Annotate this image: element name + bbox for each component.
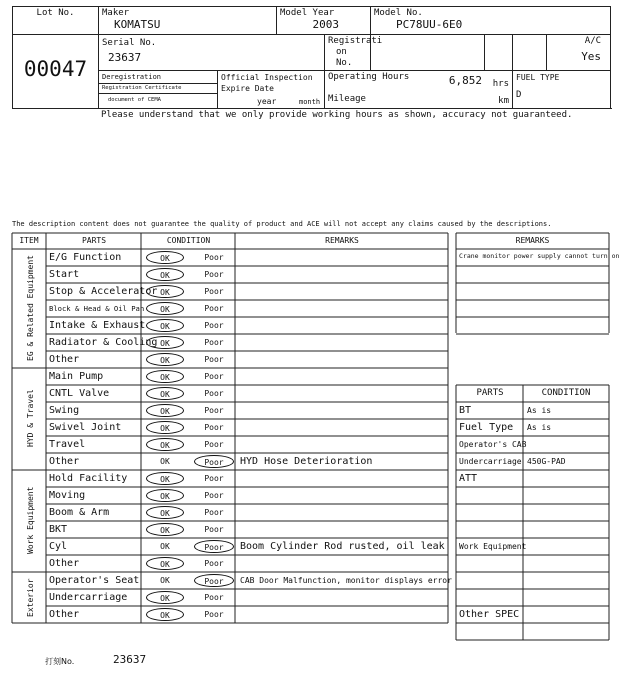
right-part-name: ATT	[459, 473, 478, 484]
right-part-condition: As is	[527, 423, 552, 432]
ok-selected[interactable]: OK	[146, 285, 184, 298]
model-year-value: 2003	[312, 18, 340, 31]
maker-value: KOMATSU	[114, 18, 161, 31]
operating-hours-value: 6,852	[448, 74, 483, 87]
hrs-unit: hrs	[492, 79, 510, 89]
model-no-label: Model No.	[374, 8, 423, 18]
part-name: Intake & Exhaust	[49, 320, 146, 331]
right-part-condition: As is	[527, 406, 552, 415]
condition-header: CONDITION	[166, 236, 211, 245]
lot-no-value: 00047	[23, 56, 88, 81]
right-part-name: Undercarriage	[459, 457, 522, 466]
poor-option[interactable]: Poor	[204, 355, 224, 364]
ok-selected[interactable]: OK	[146, 472, 184, 485]
poor-option[interactable]: Poor	[204, 610, 224, 619]
right-part-condition: 450G-PAD	[527, 457, 566, 466]
poor-selected[interactable]: Poor	[194, 540, 234, 553]
registration-label-2: on No.	[336, 47, 353, 68]
poor-option[interactable]: Poor	[204, 321, 224, 330]
right-remarks-header: REMARKS	[515, 236, 550, 245]
month-label: month	[299, 98, 321, 106]
poor-option[interactable]: Poor	[204, 525, 224, 534]
part-name: Cyl	[49, 541, 68, 552]
ok-selected[interactable]: OK	[146, 591, 184, 604]
operating-hours-label: Operating Hours	[328, 72, 410, 82]
group-label-exterior: Exterior	[26, 578, 35, 617]
ok-selected[interactable]: OK	[146, 523, 184, 536]
part-name: Start	[49, 269, 80, 280]
poor-selected[interactable]: Poor	[194, 455, 234, 468]
poor-selected[interactable]: Poor	[194, 574, 234, 587]
right-part-name: Work Equipment	[459, 542, 527, 551]
ok-selected[interactable]: OK	[146, 251, 184, 264]
part-name: Operator's Seat	[49, 575, 140, 586]
mileage-label: Mileage	[328, 94, 366, 104]
ok-selected[interactable]: OK	[146, 489, 184, 502]
poor-option[interactable]: Poor	[204, 253, 224, 262]
part-name: Block & Head & Oil Pan	[49, 304, 145, 313]
right-part-name: Operator's CAB	[459, 440, 527, 449]
right-part-name: BT	[459, 405, 472, 416]
cema-label: document of CEMA	[108, 97, 161, 103]
ok-selected[interactable]: OK	[146, 421, 184, 434]
poor-option[interactable]: Poor	[204, 593, 224, 602]
remarks-header: REMARKS	[325, 236, 359, 245]
engraving-no: 23637	[113, 653, 147, 666]
ok-selected[interactable]: OK	[146, 608, 184, 621]
notice-description: The description content does not guarantee the quality of product and ACE will not accept any claims caused by the descriptions.	[12, 220, 552, 228]
fuel-type-label: FUEL TYPE	[516, 73, 560, 82]
ok-selected[interactable]: OK	[146, 268, 184, 281]
group-label-hyd: HYD & Travel	[26, 389, 35, 448]
poor-option[interactable]: Poor	[204, 491, 224, 500]
ok-selected[interactable]: OK	[146, 302, 184, 315]
ok-selected[interactable]: OK	[146, 319, 184, 332]
part-name: Radiator & Cooling	[49, 337, 158, 348]
model-no-value: PC78UU-6E0	[396, 18, 463, 31]
ok-selected[interactable]: OK	[146, 438, 184, 451]
registration-label-1: Registrati	[328, 36, 383, 46]
part-name: Undercarriage	[49, 592, 128, 603]
serial-no-value: 23637	[108, 51, 142, 64]
poor-option[interactable]: Poor	[204, 304, 224, 313]
registration-certificate-label: Registration Certificate	[99, 84, 217, 94]
poor-option[interactable]: Poor	[204, 406, 224, 415]
ok-option[interactable]: OK	[160, 576, 170, 585]
poor-option[interactable]: Poor	[204, 338, 224, 347]
ok-selected[interactable]: OK	[146, 387, 184, 400]
part-name: Other	[49, 609, 80, 620]
serial-no-label: Serial No.	[102, 38, 157, 48]
ok-selected[interactable]: OK	[146, 404, 184, 417]
poor-option[interactable]: Poor	[204, 389, 224, 398]
right-condition-header: CONDITION	[541, 388, 591, 398]
ok-selected[interactable]: OK	[146, 506, 184, 519]
lot-no-label: Lot No.	[36, 8, 75, 18]
official-inspection-label-1: Official Inspection	[221, 73, 313, 82]
part-name: Hold Facility	[49, 473, 128, 484]
deregistration-label: Deregistration	[99, 71, 217, 84]
fuel-type-value: D	[516, 90, 522, 100]
item-header: ITEM	[19, 236, 39, 245]
engraving-label: 打刻No.	[45, 657, 75, 666]
part-name: BKT	[49, 524, 68, 535]
notice-working-hours: Please understand that we only provide working hours as shown, accuracy not guaranteed.	[101, 110, 573, 120]
part-name: Swivel Joint	[49, 422, 122, 433]
poor-option[interactable]: Poor	[204, 270, 224, 279]
group-label-work: Work Equipment	[26, 486, 35, 555]
row-remark: HYD Hose Deterioration	[240, 456, 373, 467]
ok-option[interactable]: OK	[160, 542, 170, 551]
row-remark: CAB Door Malfunction, monitor displays error	[240, 576, 452, 585]
ok-selected[interactable]: OK	[146, 353, 184, 366]
poor-option[interactable]: Poor	[204, 440, 224, 449]
model-year-label: Model Year	[280, 8, 335, 18]
poor-option[interactable]: Poor	[204, 508, 224, 517]
part-name: E/G Function	[49, 252, 122, 263]
part-name: CNTL Valve	[49, 388, 110, 399]
poor-option[interactable]: Poor	[204, 372, 224, 381]
ac-value: Yes	[581, 50, 602, 63]
poor-option[interactable]: Poor	[204, 474, 224, 483]
poor-option[interactable]: Poor	[204, 287, 224, 296]
ok-selected[interactable]: OK	[146, 370, 184, 383]
part-name: Other	[49, 558, 80, 569]
part-name: Boom & Arm	[49, 507, 110, 518]
year-label: year	[257, 97, 277, 106]
right-part-name: Fuel Type	[459, 422, 514, 433]
part-name: Stop & Accelerator	[49, 286, 158, 297]
part-name: Moving	[49, 490, 86, 501]
official-inspection-label-2: Expire Date	[221, 84, 274, 93]
km-unit: km	[498, 96, 510, 106]
part-name: Swing	[49, 405, 80, 416]
maker-label: Maker	[102, 8, 130, 18]
part-name: Travel	[49, 439, 86, 450]
ok-selected[interactable]: OK	[146, 336, 184, 349]
right-remarks-first: Crane monitor power supply cannot turn on	[459, 252, 620, 260]
part-name: Main Pump	[49, 371, 104, 382]
part-name: Other	[49, 456, 80, 467]
poor-option[interactable]: Poor	[204, 559, 224, 568]
part-name: Other	[49, 354, 80, 365]
row-remark: Boom Cylinder Rod rusted, oil leak	[240, 541, 445, 552]
ac-label: A/C	[584, 36, 602, 46]
ok-option[interactable]: OK	[160, 457, 170, 466]
group-label-eg: EG & Related Equipment	[26, 255, 35, 361]
right-parts-header: PARTS	[476, 388, 504, 398]
parts-header: PARTS	[81, 236, 107, 245]
poor-option[interactable]: Poor	[204, 423, 224, 432]
ok-selected[interactable]: OK	[146, 557, 184, 570]
right-part-name: Other SPEC	[459, 609, 520, 620]
